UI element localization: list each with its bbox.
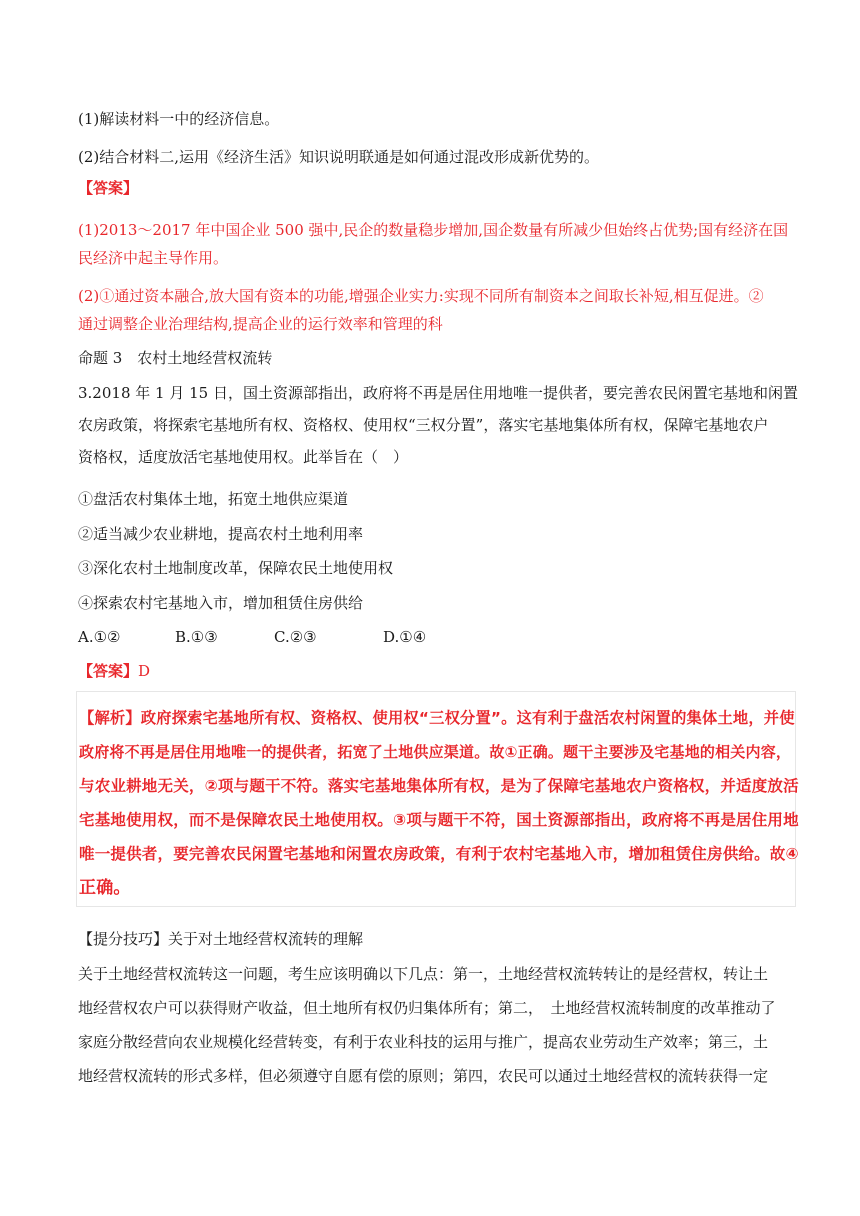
analysis-line: 宅基地使用权，而不是保障农民土地使用权。③项与题干不符，国土资源部指出，政府将不再是居住用地 [79,811,799,829]
analysis-line: 政府将不再是居住用地唯一的提供者，拓宽了土地供应渠道。故①正确。题干主要涉及宅基地的相关内容， [79,743,792,761]
tip-line: 地经营权流转的形式多样，但必须遵守自愿有偿的原则；第四，农民可以通过土地经营权的流转获得一定 [78,1067,769,1085]
analysis-line: 【解析】政府探索宅基地所有权、资格权、使用权“三权分置”。这有利于盘活农村闲置的集体土地，并使 [79,709,795,727]
analysis-line: 与农业耕地无关，②项与题干不符。落实宅基地集体所有权，是为了保障宅基地农户资格权，并适度放活 [79,777,799,795]
answer-line: (2)①通过资本融合,放大国有资本的功能,增强企业实力:实现不同所有制资本之间取长补短,相互促进。② [78,287,764,305]
option-a: A.①② [78,628,121,646]
question-3-item: ①盘活农村集体土地，拓宽土地供应渠道 [78,490,349,508]
option-c: C.②③ [274,628,317,646]
tip-line: 关于土地经营权流转这一问题，考生应该明确以下几点：第一，土地经营权流转转让的是经营权，转让土 [78,965,769,983]
question-3-options [78,627,478,647]
question-3-item: ④探索农村宅基地入市，增加租赁住房供给 [78,594,364,612]
tip-line: 地经营权农户可以获得财产收益，但土地所有权仍归集体所有；第二， 土地经营权流转制度的改革推动了 [78,999,776,1017]
answer-label: 【答案】 [78,179,139,197]
answer-line: 通过调整企业治理结构,提高企业的运行效率和管理的科 [78,315,443,333]
analysis-line: 唯一提供者，要完善农民闲置宅基地和闲置农房政策，有利于农村宅基地入市，增加租赁住房供给。故④ [79,845,799,863]
question-3-line: 资格权，适度放活宅基地使用权。此举旨在（ ） [78,448,409,466]
question-3-line: 3.2018 年 1 月 15 日，国土资源部指出，政府将不再是居住用地唯一提供者，要完善农民闲置宅基地和闲置 [78,384,798,402]
analysis-line: 正确。 [79,878,131,898]
question-3-answer [78,661,150,681]
option-b: B.①③ [175,628,218,646]
question-part-2: (2)结合材料二,运用《经济生活》知识说明联通是如何通过混改形成新优势的。 [78,148,600,166]
tip-title: 【提分技巧】关于对土地经营权流转的理解 [78,930,364,948]
topic-title: 命题 3 农村土地经营权流转 [78,349,273,367]
question-part-1: (1)解读材料一中的经济信息。 [78,110,280,128]
answer-line: 民经济中起主导作用。 [78,249,229,267]
answer-label: 【答案】 [78,662,139,680]
answer-line: (1)2013～2017 年中国企业 500 强中,民企的数量稳步增加,国企数量有所减少但始终占优势;国有经济在国 [78,221,789,239]
question-3-item: ②适当减少农业耕地，提高农村土地利用率 [78,525,364,543]
answer-value: D [138,662,151,680]
option-d: D.①④ [383,628,427,646]
question-3-item: ③深化农村土地制度改革，保障农民土地使用权 [78,559,394,577]
tip-line: 家庭分散经营向农业规模化经营转变，有利于农业科技的运用与推广，提高农业劳动生产效率；第三，土 [78,1033,769,1051]
question-3-line: 农房政策，将探索宅基地所有权、资格权、使用权“三权分置”，落实宅基地集体所有权，保障宅基地农户 [78,416,769,434]
